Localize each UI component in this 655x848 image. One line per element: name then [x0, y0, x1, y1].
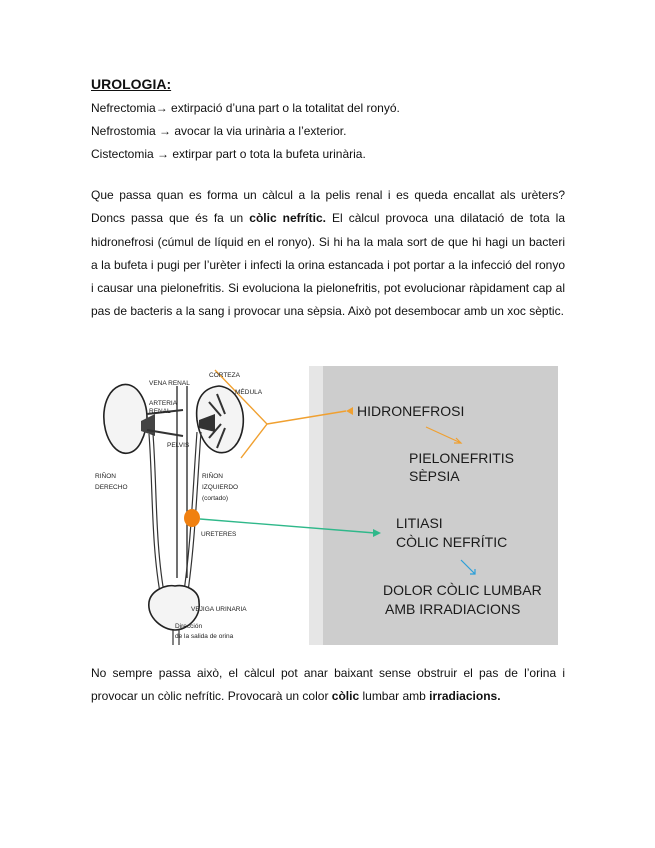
label-rinon-izq-2: IZQUIERDO: [202, 484, 239, 491]
label-vena-renal: VENA RENAL: [149, 380, 190, 387]
definition-nefrectomia: [91, 101, 400, 115]
label-sepsia: SÈPSIA: [409, 468, 460, 484]
definition-term: Nefrectomia: [91, 101, 156, 115]
paragraph-calcul: [91, 184, 565, 324]
paragraph-no-sempre: [91, 662, 565, 709]
arrow-icon: →: [159, 124, 172, 138]
label-ureteres: URETERES: [201, 531, 237, 538]
kidney-stone: [184, 509, 200, 527]
label-direccion-2: de la salida de orina: [175, 633, 234, 640]
paragraph-text: lumbar amb: [359, 689, 430, 704]
paragraph-bold: irradiacions.: [429, 689, 501, 704]
right-kidney: [104, 384, 147, 453]
label-dolor-1: DOLOR CÒLIC LUMBAR: [383, 582, 542, 598]
label-litiasi: LITIASI: [396, 515, 443, 531]
label-dolor-2: AMB IRRADIACIONS: [385, 601, 521, 617]
paragraph-text: Que passa quan es forma un càlcul a la pelis renal i es queda encallat als urèters? Doncs passa que és fa un: [91, 188, 565, 226]
definition-nefrostomia: [91, 124, 346, 138]
arrow-icon: →: [157, 147, 170, 161]
label-rinon-derecho-1: RIÑON: [95, 473, 116, 480]
label-rinon-izq-1: RIÑON: [202, 473, 223, 480]
label-arteria: ARTERIA: [149, 400, 178, 407]
label-pielonefritis: PIELONEFRITIS: [409, 450, 515, 466]
label-corteza: CORTEZA: [209, 372, 240, 379]
definition-text: extirpar part o tota la bufeta urinària.: [169, 147, 366, 161]
paragraph-text: No sempre passa això, el càlcul pot anar baixant sense obstruir el pas de l’orina i provocar un còlic nefrític. Provocarà un color: [91, 666, 565, 704]
definition-text: avocar la via urinària a l’exterior.: [171, 124, 347, 138]
paragraph-bold: còlic nefrític.: [249, 211, 326, 226]
label-rinon-derecho-2: DERECHO: [95, 484, 128, 491]
label-hidronefrosi: HIDRONEFROSI: [357, 403, 465, 419]
page-title: UROLOGIA:: [91, 76, 172, 92]
label-pelvis: PELVIS: [167, 442, 190, 449]
label-colic-nefritic: CÒLIC NEFRÍTIC: [396, 534, 508, 550]
urinary-system-diagram: [91, 366, 558, 645]
definition-term: Cistectomia: [91, 147, 158, 161]
definition-cistectomia: [91, 147, 366, 161]
paragraph-text: El càlcul provoca una dilatació de tota la hidronefrosi (cúmul de líquid en el ronyo). Si hi ha la mala sort de que hi hagi un bacteri a la bufeta i pugi per l’urèter i infecti la orina estancada i pot portar a la infecció del ronyo i causar una pielonefritis. Si evoluciona la pielonefritis, pot evolucionar ràpidament cap al pas de bacteris a la sang i provocar una sèpsia. Això pot desembocar amb un xoc sèptic.: [91, 211, 565, 319]
definition-term: Nefrostomia: [91, 124, 160, 138]
label-renal: RENAL: [149, 408, 171, 415]
paragraph-bold: còlic: [331, 689, 360, 704]
arrow-icon: →: [155, 101, 168, 115]
label-direccion-1: Dirección: [175, 623, 203, 630]
label-medula: MÉDULA: [235, 389, 263, 396]
label-rinon-izq-3: (cortado): [202, 495, 229, 502]
panel-edge: [309, 366, 323, 645]
urinary-system-figure: [91, 366, 558, 645]
label-vejiga: VEJIGA URINARIA: [191, 606, 247, 613]
definition-text: extirpació d’una part o la totalitat del ronyó.: [167, 101, 400, 115]
